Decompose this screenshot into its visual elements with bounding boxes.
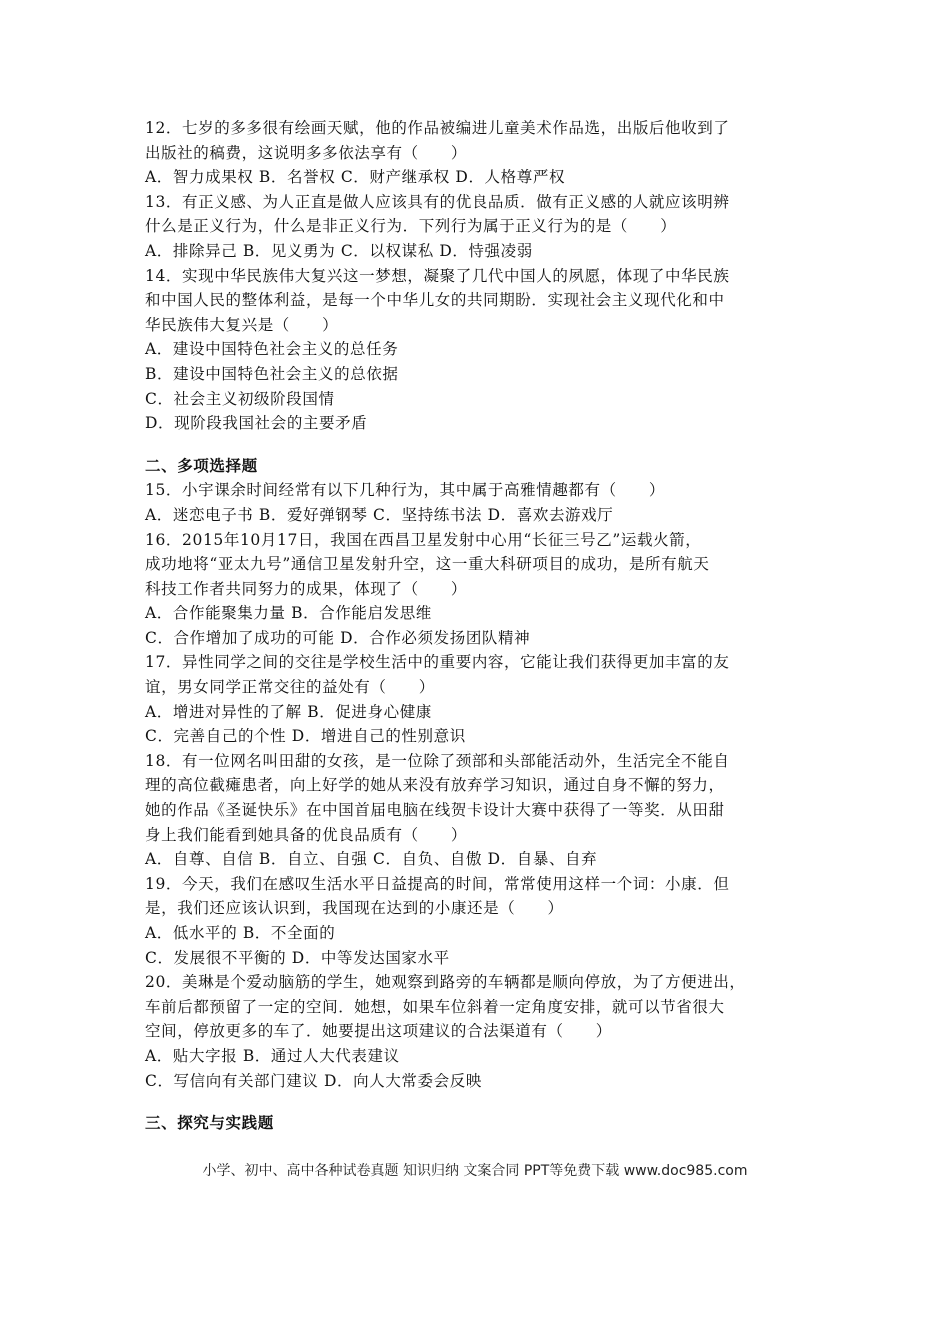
question-text-line: 16．2015年10月17日，我国在西昌卫星发射中心用“长征三号乙”运载火箭，: [145, 530, 702, 549]
question-option: D．现阶段我国社会的主要矛盾: [145, 414, 368, 433]
question-text-line: 15．小宇课余时间经常有以下几种行为，其中属于高雅情趣都有（ ）: [145, 481, 666, 500]
question-options: A．迷恋电子书 B．爱好弹钢琴 C．坚持练书法 D．喜欢去游戏厅: [145, 505, 614, 524]
question-options: C．合作增加了成功的可能 D．合作必须发扬团队精神: [145, 628, 531, 647]
question-options: C．发展很不平衡的 D．中等发达国家水平: [145, 948, 450, 967]
section-spacer: [145, 436, 810, 454]
question-option: C．社会主义初级阶段国情: [145, 389, 335, 408]
question-text-line: 成功地将“亚太九号”通信卫星发射升空，这一重大科研项目的成功，是所有航天: [145, 555, 710, 574]
question-options: A．自尊、自信 B．自立、自强 C．自负、自傲 D．自暴、自弃: [145, 850, 598, 869]
question-16: [145, 528, 810, 651]
question-text-line: 华民族伟大复兴是（ ）: [145, 315, 339, 334]
question-text-line: 身上我们能看到她具备的优良品质有（ ）: [145, 825, 468, 844]
question-text-line: 12．七岁的多多很有绘画天赋，他的作品被编进儿童美术作品选，出版后他收到了: [145, 119, 730, 137]
question-options: A．排除异己 B．见义勇为 C．以权谋私 D．恃强凌弱: [145, 241, 533, 260]
question-text-line: 理的高位截瘫患者，向上好学的她从来没有放弃学习知识，通过自身不懈的努力，: [145, 776, 725, 795]
exam-content: [145, 116, 810, 1136]
question-options: A．低水平的 B．不全面的: [145, 924, 336, 942]
question-text-line: 19．今天，我们在感叹生活水平日益提高的时间，常常使用这样一个词：小康．但: [145, 874, 730, 893]
question-text-line: 17．异性同学之间的交往是学校生活中的重要内容，它能让我们获得更加丰富的友: [145, 653, 730, 672]
section-title-multiple-choice: 二、多项选择题: [145, 456, 258, 475]
question-text-line: 她的作品《圣诞快乐》在中国首届电脑在线贺卡设计大赛中获得了一等奖．从田甜: [145, 801, 725, 820]
section-spacer: [145, 1093, 810, 1111]
question-12: [145, 116, 810, 190]
question-text-line: 什么是正义行为，什么是非正义行为．下列行为属于正义行为的是（ ）: [145, 217, 677, 236]
page-footer: 小学、初中、高中各种试卷真题 知识归纳 文案合同 PPT等免费下载 www.doc985.com: [202, 1163, 748, 1179]
question-text-line: 20．美琳是个爱动脑筋的学生，她观察到路旁的车辆都是顺向停放，为了方便进出，: [145, 973, 746, 992]
question-text-line: 18．有一位网名叫田甜的女孩，是一位除了颈部和头部能活动外，生活完全不能自: [145, 751, 730, 770]
question-text-line: 13．有正义感、为人正直是做人应该具有的优良品质．做有正义感的人就应该明辨: [145, 192, 730, 211]
question-text-line: 科技工作者共同努力的成果，体现了（ ）: [145, 579, 468, 598]
question-text-line: 车前后都预留了一定的空间．她想，如果车位斜着一定角度安排，就可以节省很大: [145, 997, 725, 1016]
question-18: [145, 749, 810, 872]
question-text-line: 空间，停放更多的车了．她要提出这项建议的合法渠道有（ ）: [145, 1022, 612, 1041]
question-options: A．合作能聚集力量 B．合作能启发思维: [145, 604, 432, 623]
question-text-line: 是，我们还应该认识到，我国现在达到的小康还是（ ）: [145, 899, 564, 918]
section-title-inquiry-practice: 三、探究与实践题: [145, 1114, 274, 1133]
question-13: [145, 190, 810, 264]
question-options: A．智力成果权 B．名誉权 C．财产继承权 D．人格尊严权: [145, 168, 566, 187]
question-options: C．完善自己的个性 D．增进自己的性别意识: [145, 727, 466, 746]
question-option: A．建设中国特色社会主义的总任务: [145, 340, 399, 359]
question-14: [145, 264, 810, 436]
question-19: [145, 872, 810, 970]
question-options: C．写信向有关部门建议 D．向人大常委会反映: [145, 1071, 482, 1090]
question-text-line: 出版社的稿费，这说明多多依法享有（ ）: [145, 143, 468, 162]
question-15: [145, 478, 810, 527]
question-options: A．贴大字报 B．通过人大代表建议: [145, 1046, 400, 1065]
question-20: [145, 970, 810, 1093]
question-text-line: 和中国人民的整体利益，是每一个中华儿女的共同期盼．实现社会主义现代化和中: [145, 291, 725, 310]
question-text-line: 谊，男女同学正常交往的益处有（ ）: [145, 678, 435, 697]
question-17: [145, 650, 810, 748]
question-option: B．建设中国特色社会主义的总依据: [145, 364, 399, 383]
question-options: A．增进对异性的了解 B．促进身心健康: [145, 702, 432, 721]
question-text-line: 14．实现中华民族伟大复兴这一梦想，凝聚了几代中国人的夙愿，体现了中华民族: [145, 266, 730, 285]
